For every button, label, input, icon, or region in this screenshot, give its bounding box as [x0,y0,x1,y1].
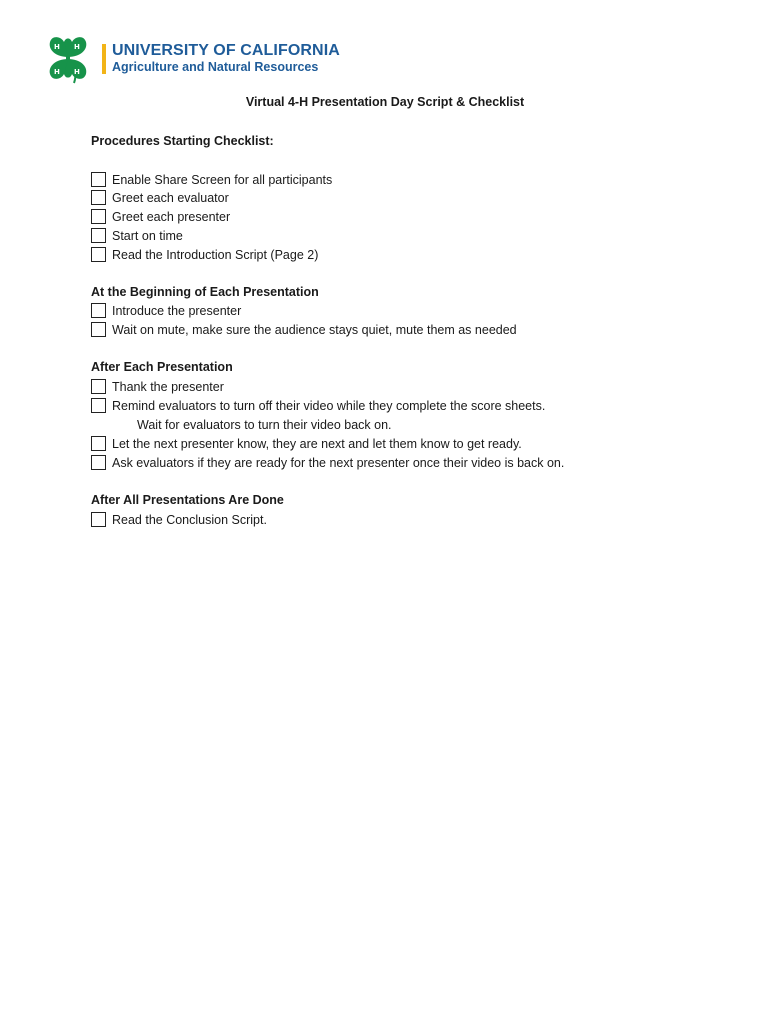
checklist-item[interactable] [91,378,224,395]
section-heading-procedures: Procedures Starting Checklist: [91,134,274,148]
checklist-item[interactable] [91,435,522,452]
checklist-item-label: Remind evaluators to turn off their video while they complete the score sheets. [112,398,546,413]
checklist-item[interactable] [91,171,332,188]
checklist-item[interactable] [91,397,545,414]
checkbox[interactable] [91,228,106,243]
checklist-item[interactable] [91,321,517,338]
checklist-item-label: Enable Share Screen for all participants [112,172,333,187]
logo-divider [102,44,106,74]
checklist-item[interactable] [91,511,267,528]
checklist-item[interactable] [91,454,564,471]
checklist-item-label: Read the Conclusion Script. [112,512,267,527]
svg-text:H: H [74,68,80,76]
document-title: Virtual 4-H Presentation Day Script & Checklist [245,95,525,109]
checklist-item[interactable] [91,246,318,263]
checkbox[interactable] [91,398,106,413]
checklist-item-label: Thank the presenter [112,379,224,394]
svg-text:H: H [54,43,60,51]
checkbox[interactable] [91,436,106,451]
4h-clover-logo-icon [44,34,92,84]
checklist-note: Wait for evaluators to turn their video back on. [137,418,392,432]
checklist-item-label: Greet each evaluator [112,190,229,205]
checklist-item-label: Let the next presenter know, they are next and let them know to get ready. [112,436,522,451]
checklist-item-label: Introduce the presenter [112,303,242,318]
checklist-item-label: Read the Introduction Script (Page 2) [112,247,319,262]
org-subtitle: Agriculture and Natural Resources [112,60,319,74]
checklist-item[interactable] [91,227,183,244]
checkbox[interactable] [91,455,106,470]
section-heading-after-each: After Each Presentation [91,360,233,374]
checkbox[interactable] [91,172,106,187]
section-heading-after-all: After All Presentations Are Done [91,493,284,507]
checklist-item-label: Start on time [112,228,183,243]
checklist-item-label: Greet each presenter [112,209,231,224]
svg-text:H: H [54,68,60,76]
org-title: UNIVERSITY OF CALIFORNIA [112,42,340,59]
checkbox[interactable] [91,379,106,394]
checklist-item-label: Ask evaluators if they are ready for the next presenter once their video is back on. [112,455,565,470]
checklist-item-label: Wait on mute, make sure the audience stays quiet, mute them as needed [112,322,517,337]
checkbox[interactable] [91,247,106,262]
checkbox[interactable] [91,512,106,527]
svg-text:H: H [74,43,80,51]
checklist-item[interactable] [91,208,230,225]
section-heading-beginning: At the Beginning of Each Presentation [91,285,319,299]
checklist-item[interactable] [91,302,241,319]
checkbox[interactable] [91,322,106,337]
checklist-item[interactable] [91,189,229,206]
checkbox[interactable] [91,303,106,318]
checkbox[interactable] [91,190,106,205]
checkbox[interactable] [91,209,106,224]
